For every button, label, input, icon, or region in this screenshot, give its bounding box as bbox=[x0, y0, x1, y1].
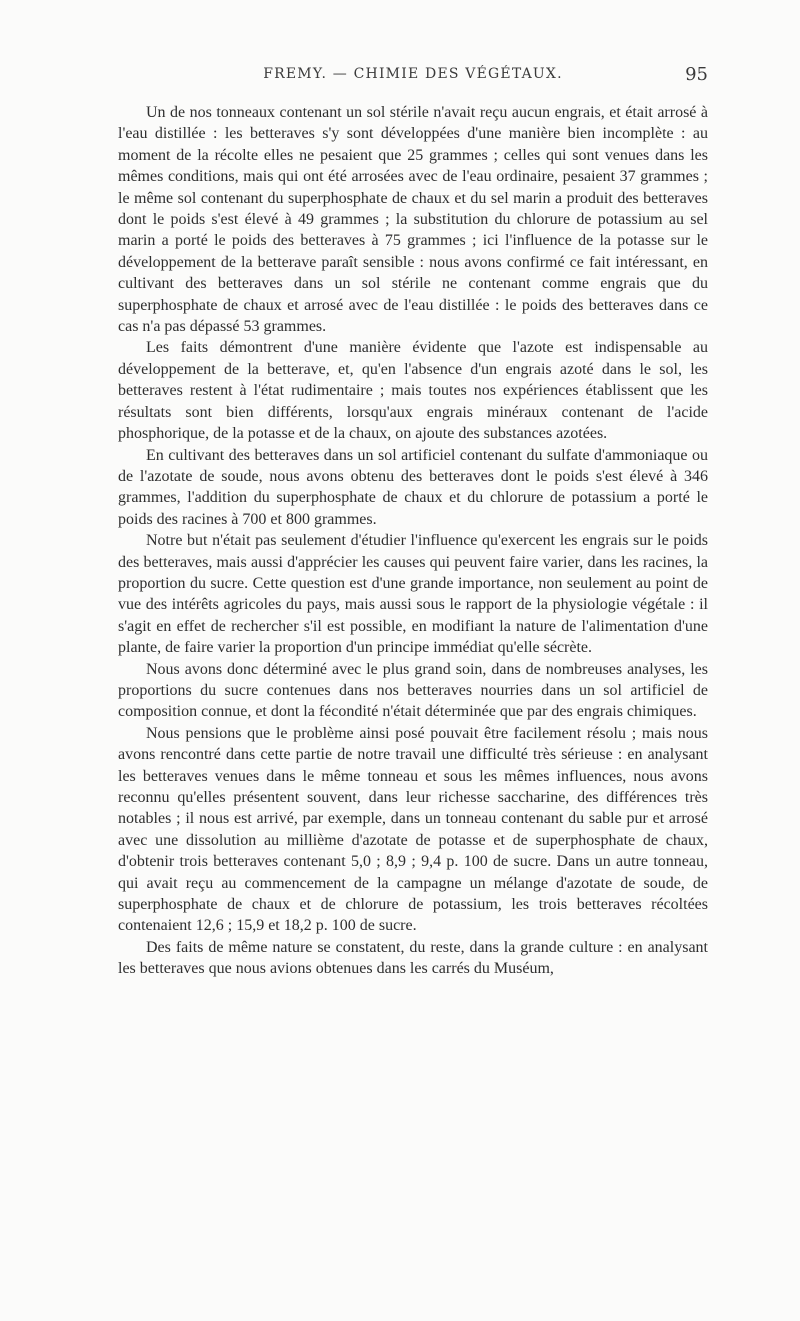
running-title: FREMY. — CHIMIE DES VÉGÉTAUX. bbox=[263, 66, 563, 82]
paragraph: Un de nos tonneaux contenant un sol stérile n'avait reçu aucun engrais, et était arrosé à l'eau distillée : les betteraves s'y sont développées d'une manière bien incomplète : au moment de la récolte elles ne pesaient que 25 grammes ; celles qui sont venues dans les mêmes conditions, mais qui ont été arrosées avec de l'eau ordinaire, pesaient 37 grammes ; le même sol contenant du superphosphate de chaux et du sel marin a produit des betteraves dont le poids s'est élevé à 49 grammes ; la substitution du chlorure de potassium au sel marin a porté le poids des betteraves à 75 grammes ; ici l'influence de la potasse sur le développement de la betterave paraît sensible : nous avons confirmé ce fait intéressant, en cultivant des betteraves dans un sol stérile ne contenant comme engrais que du superphosphate de chaux et arrosé avec de l'eau distillée : le poids des betteraves dans ce cas n'a pas dépassé 53 grammes. bbox=[118, 104, 708, 336]
paragraph: Nous pensions que le problème ainsi posé pouvait être facilement résolu ; mais nous avons rencontré dans cette partie de notre travail une difficulté très sérieuse : en analysant les betteraves venues dans le même tonneau et sous les mêmes influences, nous avons reconnu qu'elles présentent souvent, dans leur richesse saccharine, des différences très notables ; il nous est arrivé, par exemple, dans un tonneau contenant du sable pur et arrosé avec une dissolution au millième d'azotate de potasse et de superphosphate de chaux, d'obtenir trois betteraves contenant 5,0 ; 8,9 ; 9,4 p. 100 de sucre. Dans un autre tonneau, qui avait reçu au commencement de la campagne un mélange d'azotate de soude, de superphosphate de chaux et de chlorure de potassium, les trois betteraves récoltées contenaient 12,6 ; 15,9 et 18,2 p. 100 de sucre. bbox=[118, 724, 708, 935]
paragraph: Les faits démontrent d'une manière évidente que l'azote est indispensable au développement de la betterave, et, qu'en l'absence d'un engrais azoté dans le sol, les betteraves restent à l'état rudimentaire ; mais toutes nos expériences établissent que les résultats sont bien différents, lorsqu'aux engrais minéraux contenant de l'acide phosphorique, de la potasse et de la chaux, on ajoute des substances azotées. bbox=[118, 339, 708, 443]
running-head bbox=[118, 66, 708, 92]
paragraph: Nous avons donc déterminé avec le plus grand soin, dans de nombreuses analyses, les proportions du sucre contenues dans nos betteraves nourries dans un sol artificiel de composition connue, et dont la fécondité n'était déterminée que par des engrais chimiques. bbox=[118, 660, 708, 721]
paragraph: Des faits de même nature se constatent, du reste, dans la grande culture : en analysant les betteraves que nous avions obtenues dans les carrés du Muséum, bbox=[118, 938, 708, 978]
page-number: 95 bbox=[685, 64, 708, 85]
paragraph: Notre but n'était pas seulement d'étudier l'influence qu'exercent les engrais sur le poids des betteraves, mais aussi d'apprécier les causes qui peuvent faire varier, dans les racines, la proportion du sucre. Cette question est d'une grande importance, non seulement au point de vue des intérêts agricoles du pays, mais aussi sous le rapport de la physiologie végétale : il s'agit en effet de rechercher s'il est possible, en modifiant la nature de l'alimentation d'une plante, de faire varier la proportion d'un principe immédiat qu'elle sécrète. bbox=[118, 532, 708, 657]
body-text bbox=[118, 102, 708, 980]
paragraph: En cultivant des betteraves dans un sol artificiel contenant du sulfate d'ammoniaque ou de l'azotate de soude, nous avons obtenu des betteraves dont le poids s'est élevé à 346 grammes, l'addition du superphosphate de chaux et du chlorure de potassium a porté le poids des racines à 700 et 800 grammes. bbox=[118, 446, 708, 528]
